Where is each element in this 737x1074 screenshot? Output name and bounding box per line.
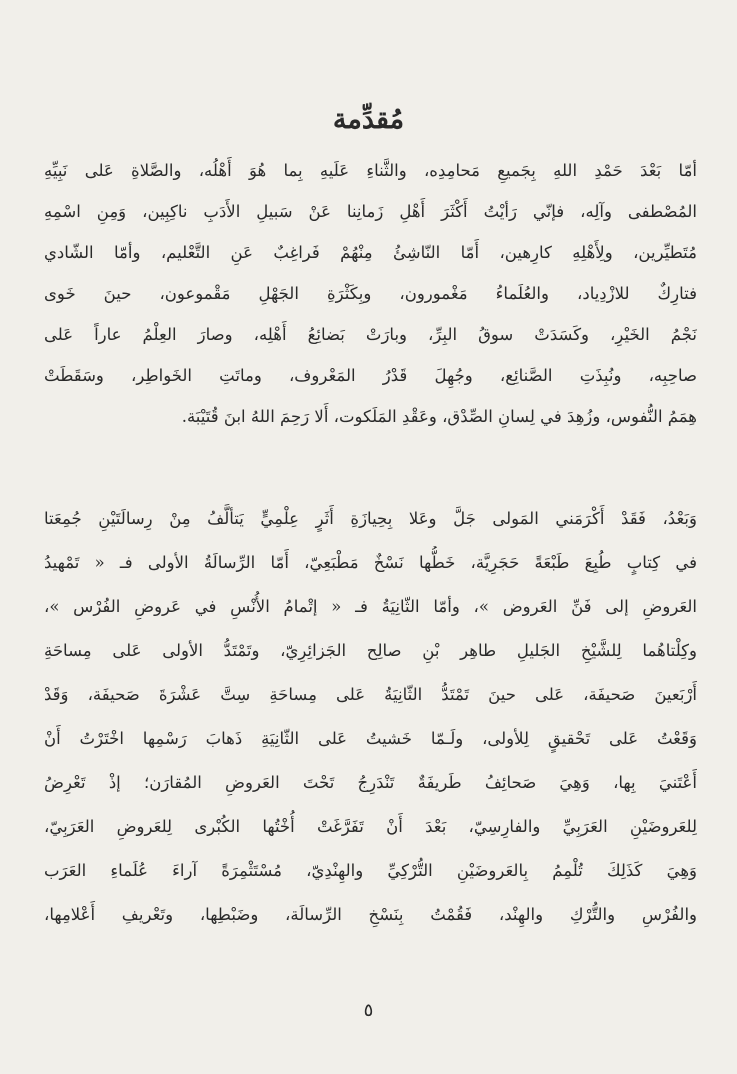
text-line: نَجْمُ الخَيْرِ، وكَسَدَتْ سوقُ البِرِّ، وبارَتْ بَضائِعُ أَهْلِه، وصارَ العِلْمُ عاراً عَلى bbox=[44, 325, 697, 344]
text-line: أمّا بَعْدَ حَمْدِ اللهِ بِجَميعِ مَحامِدِه، والثَّناءِ عَلَيهِ بِما هُوَ أَهْلُه، والصَّلاةِ عَلى نَبِيِّهِ bbox=[44, 161, 697, 180]
text-line: لِلعَروضَيْنِ العَرَبِيِّ والفارِسِيّ، بَعْدَ أَنْ تَفَرَّغَتْ أُخْتُها الكُبْرى لِلعَروضِ العَرَبِيّ، bbox=[44, 817, 697, 836]
text-line: فتارِكٌ للازْدِياد، والعُلَماءُ مَغْمورون، وبِكَثْرَةِ الجَهْلِ مَقْموعون، حينَ خَوى bbox=[44, 284, 697, 303]
text-line: أَعْتَنيَ بِها، وَهِيَ صَحائِفُ طَريفَةٌ تَنْدَرِجُ تَحْتَ العَروضِ المُقارَن؛ إذْ تَعْرِضُ bbox=[44, 773, 697, 792]
text-line: وكِلْتاهُما لِلشَّيْخِ الجَليلِ طاهِر بْنِ صالِح الجَزائِرِيّ، وتَمْتَدُّ الأولى عَلى مِساحَةِ bbox=[44, 641, 697, 660]
text-line: والفُرْسِ والتُّرْكِ والهِنْد، فَقُمْتُ بِنَسْخِ الرِّسالَة، وضَبْطِها، وتَعْريفِ أَعْلامِها، bbox=[44, 905, 697, 924]
text-line: العَروضِ إلى فَنِّ العَروض »، وأمّا الثّانِيَةُ فـ « إتْمامُ الأُنْسِ في عَروضِ الفُرْس »، bbox=[44, 597, 697, 616]
text-line: وَقَعْتُ عَلى تَحْقيقٍ لِلأولى، ولَـمّا خَشيتُ عَلى الثّانِيَةِ ذَهابَ رَسْمِها اخْتَرْتُ أَنْ bbox=[44, 729, 697, 748]
page-number: ٥ bbox=[363, 1000, 374, 1021]
text-line: المُصْطفى وآلِه، فإنّي رَأيْتُ أَكْثَرَ أَهْلِ زَمانِنا عَنْ سَبيلِ الأَدَبِ ناكِبِين، وَمِنِ اسْمِهِ bbox=[44, 202, 697, 221]
text-line: أَرْبَعينَ صَحيفَة، عَلى حينَ تَمْتَدُّ الثّانِيَةُ عَلى مِساحَةِ سِتَّ عَشْرَةَ صَحيفَة، وَقَدْ bbox=[44, 685, 697, 704]
text-line: في كِتابٍ طُبِعَ طَبْعَةً حَجَرِيَّة، خَطُّها نَسْخٌ مَطْبَعِيّ، أَمّا الرِّسالَةُ الأولى فـ « تَمْهيدُ bbox=[44, 553, 697, 572]
text-line: هِمَمُ النُّفوس، وزُهِدَ في لِسانِ الصِّدْق، وعَقْدِ المَلَكوت، أَلا رَحِمَ اللهُ ابنَ قُتَيْبَة. bbox=[181, 407, 697, 426]
page-title: مُقدِّمة bbox=[332, 104, 405, 135]
text-line: صاحِبِه، ونُبِذَتِ الصَّنائِع، وجُهِلَ قَدْرُ المَعْروف، وماتَتِ الخَواطِر، وسَقَطَتْ bbox=[44, 366, 697, 385]
text-line: وَبَعْدُ، فَقَدْ أَكْرَمَني المَولى جَلَّ وعَلا بِحِيازَةِ أَثَرٍ عِلْمِيٍّ يَتألَّفُ مِنْ رِسالَتَيْنِ جُمِعَتا bbox=[44, 509, 697, 528]
text-line: وَهِيَ كَذَلِكَ تُلْمِمُ بِالعَروضَيْنِ التُّرْكِيِّ والهِنْدِيّ، مُسْتَثْمِرَةً آراءَ عُلَماءِ العَرَب bbox=[44, 861, 697, 880]
text-line: مُتَطيِّرين، ولِأَهْلِهِ كارِهين، أَمّا النّاشِئُ مِنْهُمْ فَراغِبٌ عَنِ التَّعْليم، وأمّا الشّادي bbox=[44, 243, 697, 262]
